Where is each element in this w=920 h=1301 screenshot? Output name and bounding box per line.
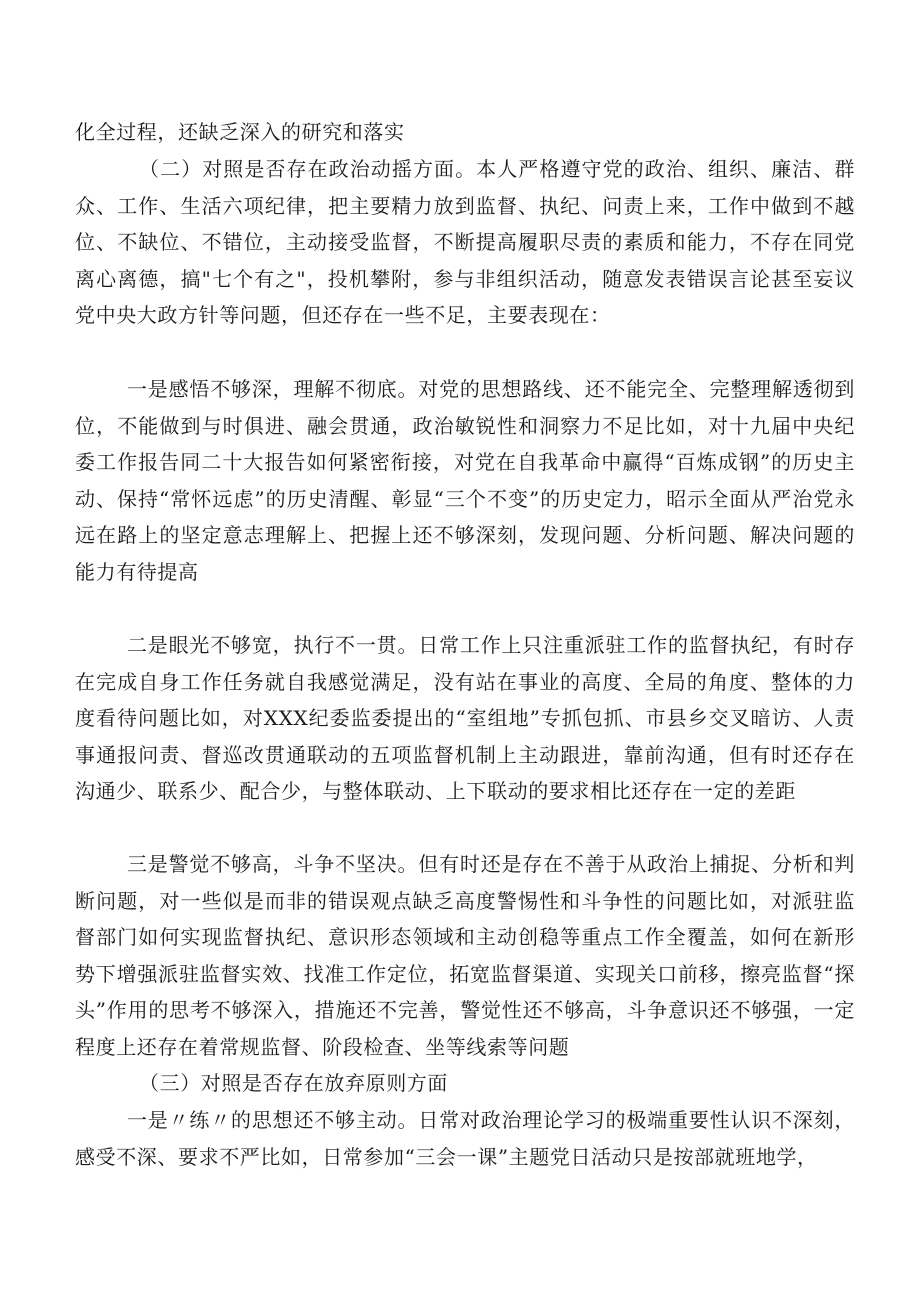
paragraph-point-two: 二是眼光不够宽，执行不一贯。日常工作上只注重派驻工作的监督执纪，有时存在完成自身工作任务就自我感觉满足，没有站在事业的高度、全局的角度、整体的力度看待问题比如，对XXX纪委监委提出的“室组地”专抓包抓、市县乡交叉暗访、人责事通报问责、督巡改贯通联动的五项监督机制上主动跟进，靠前沟通，但有时还存在沟通少、联系少、配合少，与整体联动、上下联动的要求相比还存在一定的差距 [75,633,855,803]
section-heading-three: （三）对照是否存在放弃原则方面 [139,1071,448,1095]
paragraph-continuation: 化全过程，还缺乏深入的研究和落实 [75,120,405,144]
paragraph-point-one: 一是感悟不够深，理解不彻底。对党的思想路线、还不能完全、完整理解透彻到位，不能做到与时俱进、融会贯通，政治敏锐性和洞察力不足比如，对十九届中央纪委工作报告同二十大报告如何紧密衔接，对党在自我革命中赢得“百炼成钢”的历史主动、保持“常怀远虑”的历史清醒、彰显“三个不变”的历史定力，昭示全面从严治党永远在路上的坚定意志理解上、把握上还不够深刻，发现问题、分析问题、解决问题的能力有待提高 [75,377,855,584]
paragraph-point-three: 三是警觉不够高，斗争不坚决。但有时还是存在不善于从政治上捕捉、分析和判断问题，对一些似是而非的错误观点缺乏高度警惕性和斗争性的问题比如，对派驻监督部门如何实现监督执纪、意识形态领域和主动创稳等重点工作全覆盖，如何在新形势下增强派驻监督实效、找准工作定位，拓宽监督渠道、实现关口前移，擦亮监督“探头”作用的思考不够深入，措施还不完善，警觉性还不够高，斗争意识还不够强，一定程度上还存在着常规监督、阶段检查、坐等线索等问题 [75,852,855,1059]
paragraph-section-three-point-one: 一是〃练〃的思想还不够主动。日常对政治理论学习的极端重要性认识不深刻，感受不深、要求不严比如，日常参加“三会一课”主题党日活动只是按部就班地学， [75,1108,855,1169]
section-heading-two: （二）对照是否存在政治动摇方面。本人严格遵守党的政治、组织、廉洁、群众、工作、生活六项纪律，把主要精力放到监督、执纪、问责上来，工作中做到不越位、不缺位、不错位，主动接受监督，不断提高履职尽责的素质和能力，不存在同党离心离德，搞"七个有之"，投机攀附，参与非组织活动，随意发表错误言论甚至妄议党中央大政方针等问题，但还存在一些不足，主要表现在： [75,157,855,327]
